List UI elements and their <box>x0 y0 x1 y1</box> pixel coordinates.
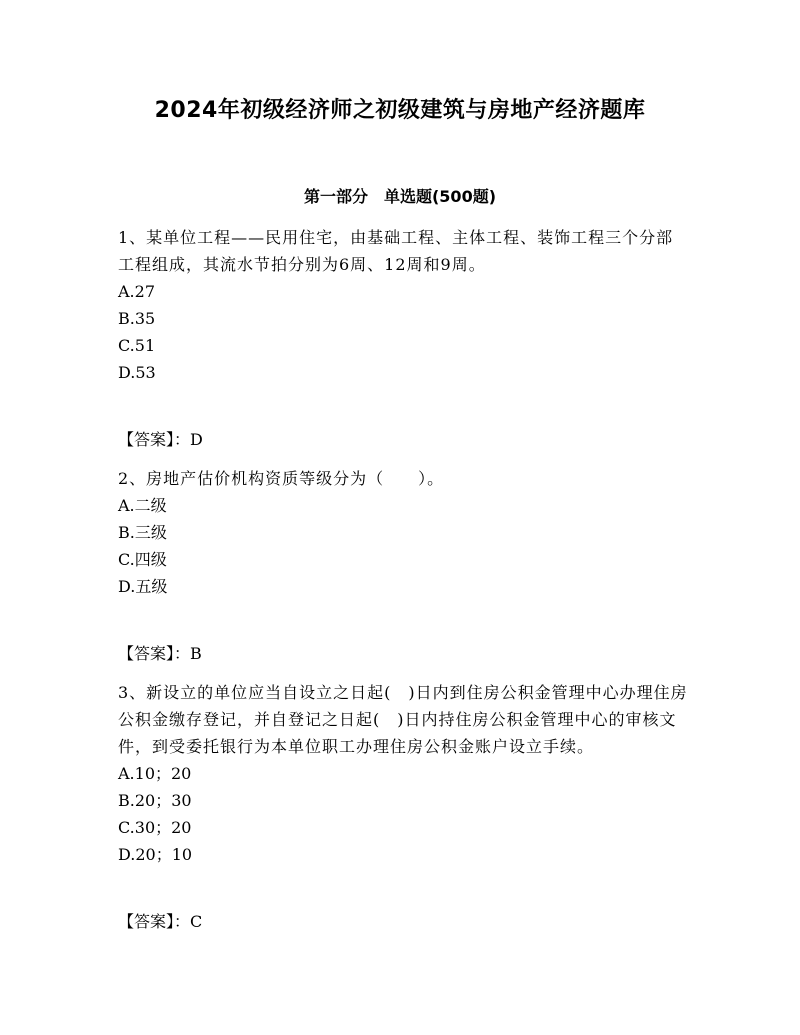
option-d: D.53 <box>118 363 156 382</box>
answer-value: C <box>190 912 203 931</box>
question-3 <box>118 679 688 935</box>
answer-value: D <box>190 430 203 449</box>
option-b: B.35 <box>118 309 156 328</box>
question-stem: 2、房地产估价机构资质等级分为（ ）。 <box>118 469 445 488</box>
option-d: D.五级 <box>118 577 168 596</box>
answer-label: 【答案】： <box>118 430 191 449</box>
option-b: B.三级 <box>118 523 167 542</box>
answer-value: B <box>190 644 202 663</box>
answer-label: 【答案】： <box>118 644 191 663</box>
question-1 <box>118 224 688 453</box>
question-list <box>118 224 688 947</box>
option-c: C.30；20 <box>118 818 192 837</box>
answer-line <box>118 640 688 667</box>
answer-label: 【答案】： <box>118 912 191 931</box>
option-a: A.27 <box>118 282 155 301</box>
option-a: A.二级 <box>118 496 167 515</box>
answer-line <box>118 908 688 935</box>
option-c: C.四级 <box>118 550 167 569</box>
question-2 <box>118 465 688 667</box>
section-heading: 第一部分 单选题(500题) <box>303 187 497 206</box>
option-a: A.10；20 <box>118 764 192 783</box>
option-c: C.51 <box>118 336 156 355</box>
answer-line <box>118 426 688 453</box>
option-d: D.20；10 <box>118 845 193 864</box>
question-stem: 3、新设立的单位应当自设立之日起( )日内到住房公积金管理中心办理住房公积金缴存登记，并自登记之日起( )日内持住房公积金管理中心的审核文件，到受委托银行为本单位职工办理住房公积金账户设立手续。 <box>118 683 688 756</box>
question-stem: 1、某单位工程——民用住宅，由基础工程、主体工程、装饰工程三个分部工程组成，其流水节拍分别为6周、12周和9周。 <box>118 228 674 274</box>
option-b: B.20；30 <box>118 791 192 810</box>
document-title: 2024年初级经济师之初级建筑与房地产经济题库 <box>154 98 646 123</box>
